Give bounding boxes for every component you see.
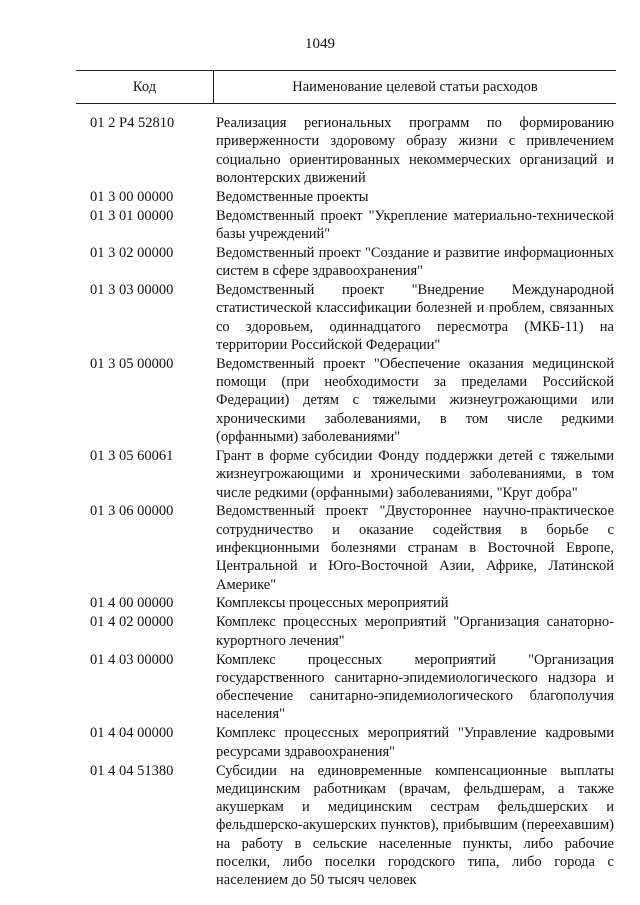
header-name: Наименование целевой статьи расходов	[292, 78, 538, 95]
row-name: Ведомственные проекты	[216, 188, 369, 205]
row-name: Комплекс процессных мероприятий "Организация государственного санитарно-эпидемиологического надзора и обеспечение санитарно-эпидемиологического благополучия населения"	[216, 651, 614, 723]
row-code: 01 4 03 00000	[90, 651, 174, 668]
row-name: Ведомственный проект "Укрепление материально-технической базы учреждений"	[216, 207, 614, 242]
table-row	[76, 594, 616, 612]
row-name: Реализация региональных программ по формированию приверженности здоровому образу жизни с привлечением социально ориентированных некоммерческих организаций и волонтерских движений	[216, 115, 614, 186]
row-code: 01 3 05 00000	[90, 355, 174, 372]
table-row	[76, 502, 616, 593]
table-row	[76, 355, 616, 446]
row-code: 01 2 Р4 52810	[90, 115, 175, 131]
row-code: 01 3 01 00000	[90, 207, 174, 224]
table-row	[76, 651, 616, 724]
table-body	[76, 114, 616, 890]
table-row	[76, 207, 616, 244]
row-code: 01 4 04 51380	[90, 762, 174, 779]
row-code: 01 4 00 00000	[90, 595, 174, 612]
row-code: 01 3 00 00000	[90, 188, 174, 205]
table-row	[76, 114, 616, 187]
row-name: Грант в форме субсидии Фонду поддержки детей с тяжелыми жизнеугрожающими и хроническими заболеваниями, в том числе редкими (орфанными) заболеваниями, "Круг добра"	[216, 447, 614, 501]
row-code: 01 4 02 00000	[90, 614, 174, 631]
row-name: Комплексы процессных мероприятий	[216, 595, 449, 612]
table-header	[76, 70, 616, 104]
row-code: 01 3 02 00000	[90, 244, 174, 261]
table-row	[76, 447, 616, 502]
page-number: 1049	[305, 36, 335, 52]
row-name: Ведомственный проект "Внедрение Международной статистической классификации болезней и проблем, связанных со здоровьем, одиннадцатого пересмотра (МКБ-11) на территории Российской Федерации"	[216, 282, 614, 353]
table-row	[76, 281, 616, 354]
row-code: 01 3 05 60061	[90, 447, 174, 464]
row-code: 01 4 04 00000	[90, 725, 174, 742]
table-row	[76, 613, 616, 650]
row-code: 01 3 03 00000	[90, 282, 174, 299]
row-name: Ведомственный проект "Двустороннее научно-практическое сотрудничество и оказание содействия в борьбе с инфекционными болезнями странам в Восточной Европе, Центральной и Юго-Восточной Азии, Африке, Латинской Америке"	[216, 503, 614, 593]
table-row	[76, 244, 616, 281]
budget-table	[76, 70, 616, 889]
row-name: Субсидии на единовременные компенсационные выплаты медицинским работникам (врачам, фельдшерам, а также акушеркам и медицинским сестрам фельдшерских и фельдшерско-акушерских пунктов), прибывшим (переехавшим) на работу в сельские населенные пункты, либо рабочие поселки, либо поселки городского типа, либо города с населением до 50 тысяч человек	[216, 762, 614, 889]
row-name: Комплекс процессных мероприятий "Управление кадровыми ресурсами здравоохранения"	[216, 725, 614, 760]
table-row	[76, 724, 616, 761]
table-row	[76, 762, 616, 890]
row-name: Ведомственный проект "Обеспечение оказания медицинской помощи (при необходимости за пределами Российской Федерации) детям с тяжелыми жизнеугрожающими или хроническими заболеваниями, в том числе редкими (орфанными) заболеваниями"	[216, 355, 614, 446]
row-code: 01 3 06 00000	[90, 503, 174, 520]
header-code: Код	[76, 71, 214, 103]
row-name: Ведомственный проект "Создание и развитие информационных систем в сфере здравоохранения"	[216, 244, 614, 280]
row-name: Комплекс процессных мероприятий "Организация санаторно-курортного лечения"	[216, 614, 614, 649]
table-row	[76, 188, 616, 206]
